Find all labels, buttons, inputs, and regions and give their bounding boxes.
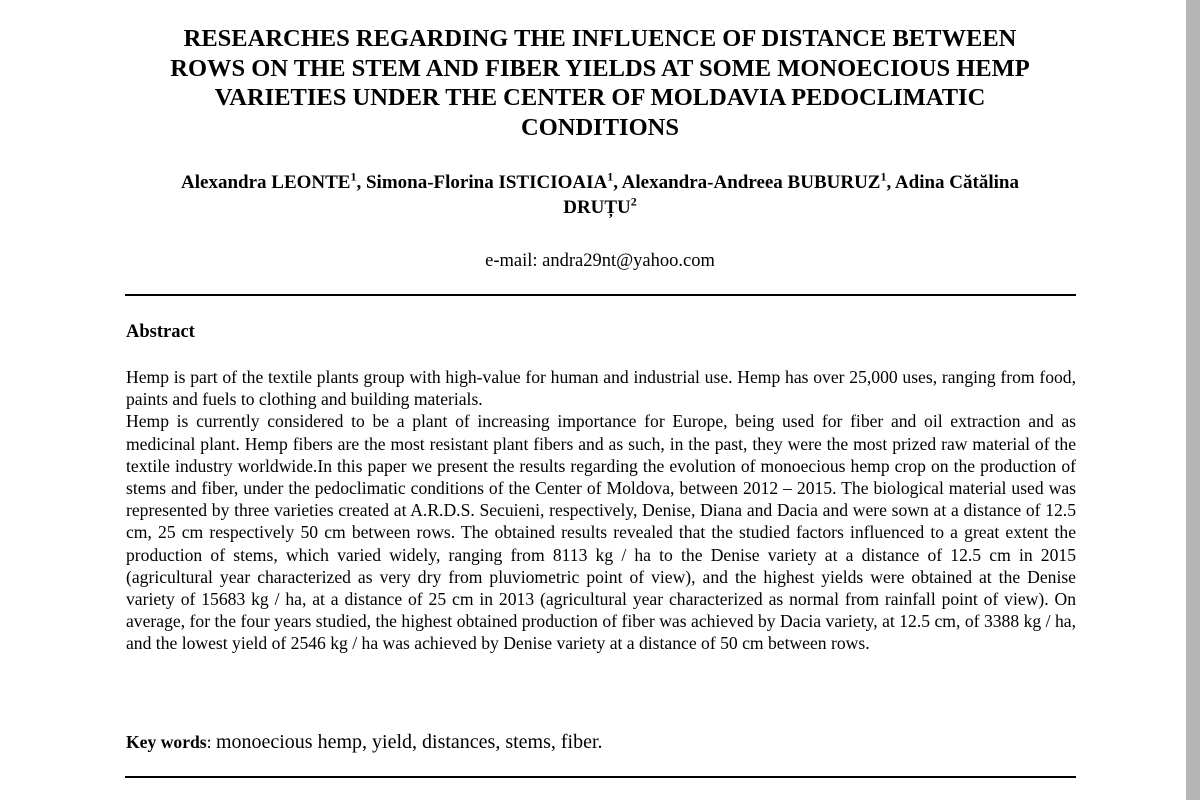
paper-title: RESEARCHES REGARDING THE INFLUENCE OF DISTANCE BETWEEN ROWS ON THE STEM AND FIBER YIELDS AT SOME MONOECIOUS HEMP VARIETIES UNDER THE CENTER OF MOLDAVIA PEDOCLIMATIC CONDITIONS bbox=[170, 25, 1030, 141]
keywords-values: monoecious hemp, yield, distances, stems, fiber. bbox=[215, 731, 603, 753]
author-separator: , bbox=[886, 172, 895, 193]
top-divider bbox=[125, 294, 1076, 296]
author-separator: , bbox=[356, 172, 366, 193]
author-name: Alexandra-Andreea BUBURUZ bbox=[621, 172, 881, 193]
abstract-body bbox=[126, 366, 1076, 655]
abstract-paragraph: Hemp is part of the textile plants group with high-value for human and industrial use. Hemp has over 25,000 uses, ranging from food, paints and fuels to clothing and building materials. bbox=[126, 367, 1076, 410]
author-name: Simona-Florina ISTICIOAIA bbox=[365, 172, 608, 193]
abstract-heading: Abstract bbox=[126, 322, 195, 342]
author-affiliation: 1 bbox=[607, 169, 614, 184]
author-affiliation: 1 bbox=[880, 169, 887, 184]
bottom-divider bbox=[125, 776, 1076, 778]
contact-email: e-mail: andra29nt@yahoo.com bbox=[485, 251, 715, 271]
keywords-label: Key words bbox=[126, 732, 207, 752]
author-affiliation: 1 bbox=[350, 169, 357, 184]
abstract-paragraph: Hemp is currently considered to be a plant of increasing importance for Europe, being used for fiber and oil extraction and as medicinal plant. Hemp fibers are the most resistant plant fibers and as such, in the past, they were the most prized raw material of the textile industry worldwide.In this paper we present the results regarding the evolution of monoecious hemp crop on the production of stems and fiber, under the pedoclimatic conditions of the Center of Moldova, between 2012 – 2015. The biological material used was represented by three varieties created at A.R.D.S. Secuieni, respectively, Denise, Diana and Dacia and were sown at a distance of 12.5 cm, 25 cm respectively 50 cm between rows. The obtained results revealed that the studied factors influenced to a great extent the production of stems, which varied widely, ranging from 8113 kg / ha to the Denise variety at a distance of 12.5 cm in 2015 (agricultural year characterized as very dry from pluviometric point of view), and the highest yields were obtained at the Denise variety of 15683 kg / ha, at a distance of 25 cm in 2013 (agricultural year characterized as normal from rainfall point of view). On average, for the four years studied, the highest obtained production of fiber was achieved by Dacia variety, at 12.5 cm, of 3388 kg / ha, and the lowest yield of 2546 kg / ha was achieved by Denise variety at a distance of 50 cm between rows. bbox=[126, 411, 1076, 654]
author-affiliation: 2 bbox=[630, 194, 637, 209]
author-list bbox=[150, 170, 1050, 220]
author-name: Alexandra LEONTE bbox=[181, 172, 351, 193]
keywords-separator: : bbox=[206, 732, 216, 752]
author-name: Adina Cătălina DRUȚU bbox=[563, 172, 1019, 218]
author-separator: , bbox=[613, 172, 622, 193]
viewer-edge bbox=[1186, 0, 1200, 800]
keywords-line bbox=[126, 730, 603, 754]
